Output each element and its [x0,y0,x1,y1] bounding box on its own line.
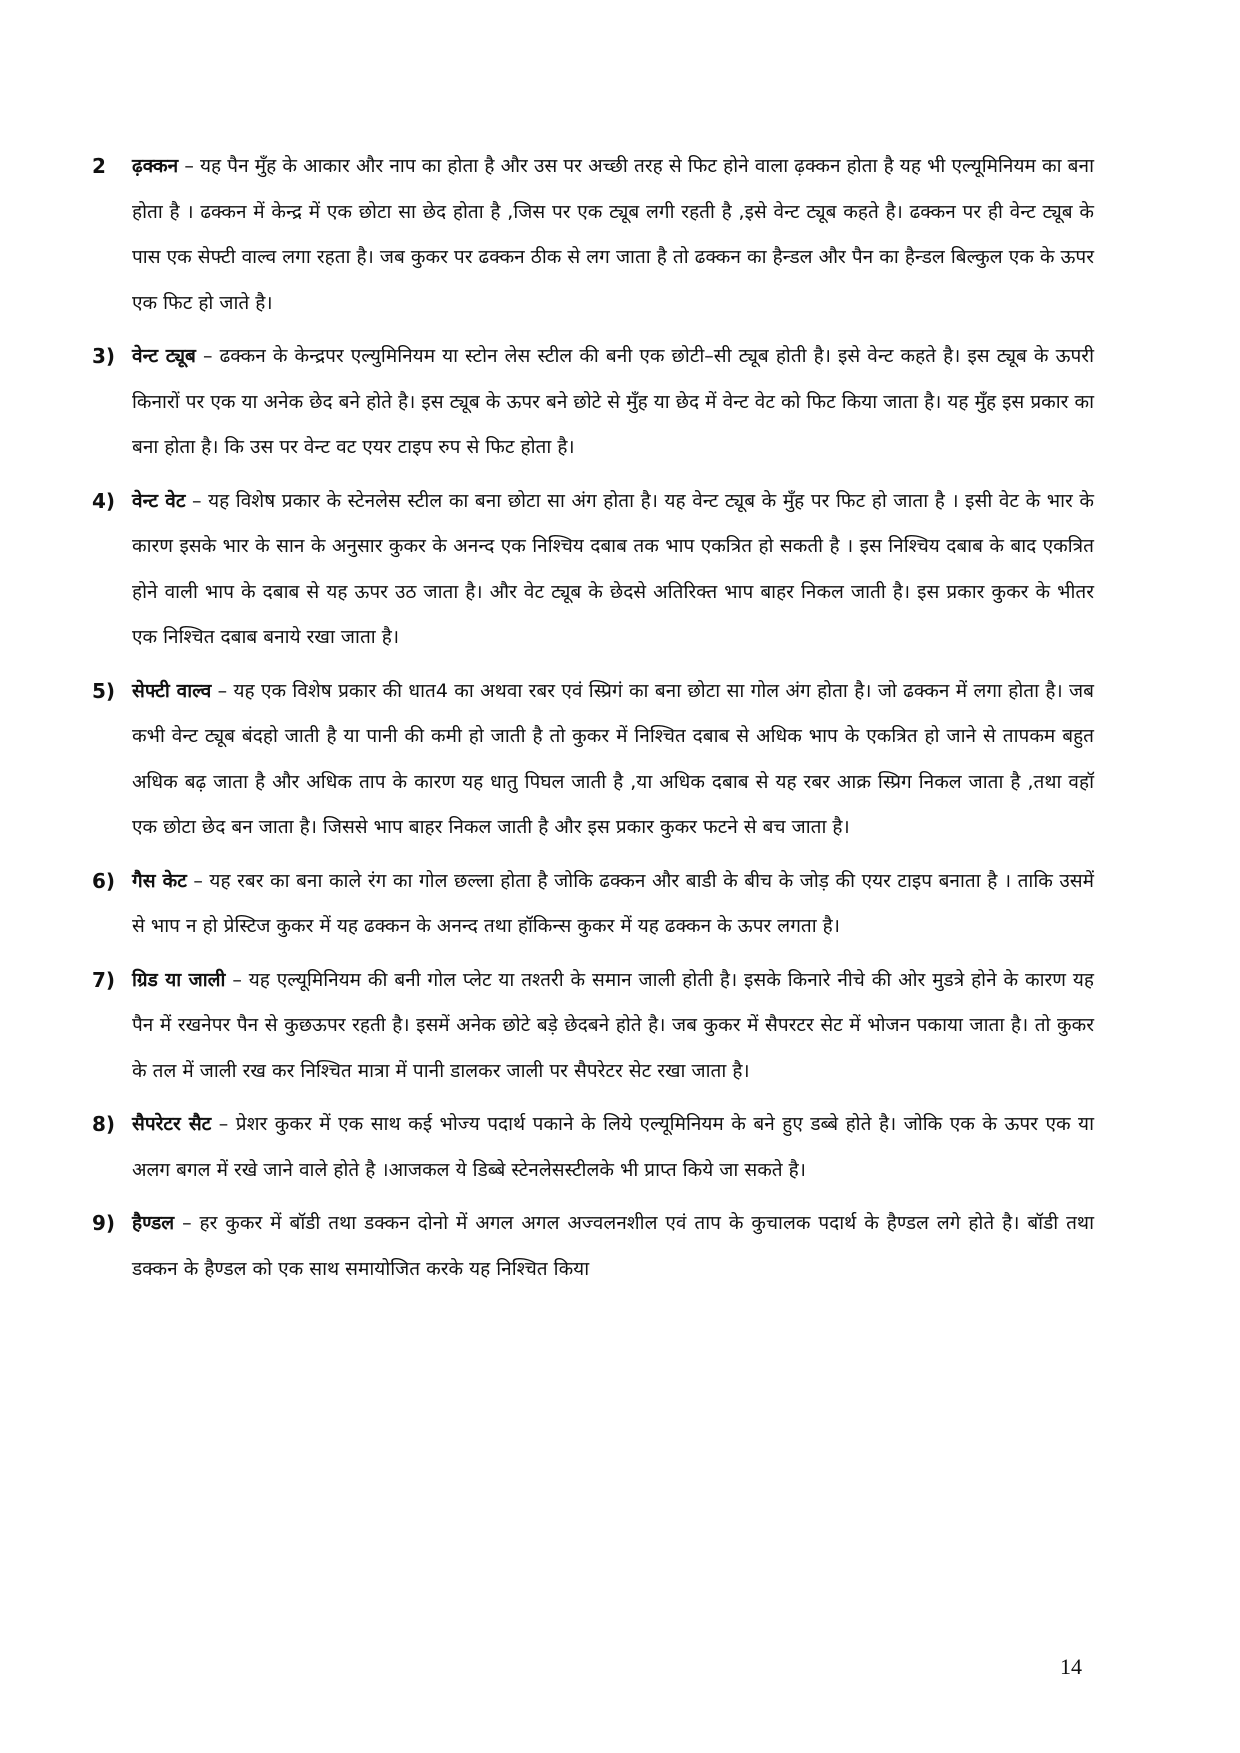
item-paragraph [132,479,1094,661]
item-term: ढ़क्कन [132,155,179,177]
item-body: – ढक्कन के केन्द्रपर एल्युमिनियम या स्टोन लेस स्टील की बनी एक छोटी–सी ट्यूब होती है। इसे वेन्ट कहते है। इस ट्यूब के ऊपरी किनारों पर एक या अनेक छेद बने होते है। इस ट्यूब के ऊपर बने छोटे से मुँह या छेद में वेन्ट वेट को फिट किया जाता है। यह मुँह इस प्रकार का बना होता है। कि उस पर वेन्ट वट एयर टाइप रुप से फिट होता है। [132,345,1094,458]
item-paragraph [132,1201,1094,1292]
item-number: 3) [92,344,116,368]
item-body: – यह एक विशेष प्रकार की धात4 का अथवा रबर एवं स्प्रिगं का बना छोटा सा गोल अंग होता है। जो ढक्कन में लगा होता है। जब कभी वेन्ट ट्यूब बंदहो जाती है या पानी की कमी हो जाती है तो कुकर में निश्चित दबाब से अधिक भाप के एकत्रित हो जाने से तापकम बहुत अधिक बढ़ जाता है और अधिक ताप के कारण यह धातु पिघल जाती है ,या अधिक दबाब से यह रबर आक्र स्प्रिग निकल जाता है ,तथा वहॉ एक छोटा छेद बन जाता है। जिससे भाप बाहर निकल जाती है और इस प्रकार कुकर फटने से बच जाता है। [132,679,1094,838]
list-item [92,859,1094,950]
item-paragraph [132,859,1094,950]
item-number: 7) [92,967,116,992]
list-item [92,958,1094,1095]
item-number: 4) [92,488,116,513]
item-term: ग्रिड या जाली [132,968,226,991]
numbered-list [92,144,1094,1300]
item-number: 9) [92,1211,116,1235]
list-item [92,669,1094,851]
item-term: वेन्ट ट्यूब [132,345,196,367]
item-term: सैपरेटर सैट [132,1113,212,1135]
item-body: – प्रेशर कुकर में एक साथ कई भोज्य पदार्थ पकाने के लिये एल्यूमिनियम के बने हुए डब्बे होते है। जोकि एक के ऊपर एक या अलग बगल में रखे जाने वाले होते है ।आजकल ये डिब्बे स्टेनलेसस्टीलके भी प्राप्त किये जा सकते है। [132,1113,1095,1181]
list-item [92,479,1094,661]
item-body: – यह एल्यूमिनियम की बनी गोल प्लेट या तश्तरी के समान जाली होती है। इसके किनारे नीचे की ओर मुडत्रे होने के कारण यह पैन में रखनेपर पैन से कुछऊपर रहती है। इसमें अनेक छोटे बड़े छेदबने होते है। जब कुकर में सैपरटर सेट में भोजन पकाया जाता है। तो कुकर के तल में जाली रख कर निश्चित मात्रा में पानी डालकर जाली पर सैपरेटर सेट रखा जाता है। [132,968,1094,1082]
item-number: 6) [92,868,116,893]
item-number: 2 [92,154,106,178]
item-paragraph [132,334,1094,471]
item-paragraph [132,144,1094,326]
list-item [92,1102,1094,1193]
item-body: – हर कुकर में बॉडी तथा डक्कन दोनो में अगल अगल अज्वलनशील एवं ताप के कुचालक पदार्थ के हैण्डल लगे होते है। बॉडी तथा डक्कन के हैण्डल को एक साथ समायोजित करके यह निश्चित किया [132,1212,1094,1280]
list-item [92,1201,1094,1292]
item-paragraph [132,1102,1094,1193]
item-number: 8) [92,1112,116,1136]
item-body: – यह विशेष प्रकार के स्टेनलेस स्टील का बना छोटा सा अंग होता है। यह वेन्ट ट्यूब के मुँह पर फिट हो जाता है । इसी वेट के भार के कारण इसके भार के सान के अनुसार कुकर के अनन्द एक निश्चिय दबाब तक भाप एकत्रित हो सकती है । इस निश्चिय दबाब के बाद एकत्रित होने वाली भाप के दबाब से यह ऊपर उठ जाता है। और वेट ट्यूब के छेदसे अतिरिक्त भाप बाहर निकल जाती है। इस प्रकार कुकर के भीतर एक निश्चित दबाब बनाये रखा जाता है। [132,489,1094,648]
item-body: – यह पैन मुँह के आकार और नाप का होता है और उस पर अच्छी तरह से फिट होने वाला ढ़क्कन होता है यह भी एल्यूमिनियम का बना होता है । ढक्कन में केन्द्र में एक छोटा सा छेद होता है ,जिस पर एक ट्यूब लगी रहती है ,इसे वेन्ट ट्यूब कहते है। ढक्कन पर ही वेन्ट ट्यूब के पास एक सेफ्टी वाल्व लगा रहता है। जब कुकर पर ढक्कन ठीक से लग जाता है तो ढक्कन का हैन्डल और पैन का हैन्डल बिल्कुल एक के ऊपर एक फिट हो जाते है। [132,155,1094,314]
item-number: 5) [92,678,116,703]
list-item [92,144,1094,326]
item-term: गैस केट [132,869,187,892]
item-term: वेन्ट वेट [132,489,186,512]
list-item [92,334,1094,471]
item-term: सेफ्टी वाल्व [132,679,212,702]
item-term: हैण्डल [132,1212,175,1234]
item-paragraph [132,669,1094,851]
item-body: – यह रबर का बना काले रंग का गोल छल्ला होता है जोकि ढक्कन और बाडी के बीच के जोड़ की एयर टाइप बनाता है । ताकि उसमें से भाप न हो प्रेस्टिज कुकर में यह ढक्कन के अनन्द तथा हॉकिन्स कुकर में यह ढक्कन के ऊपर लगता है। [132,869,1095,937]
page-number: 14 [1060,1654,1082,1679]
item-paragraph [132,958,1094,1095]
